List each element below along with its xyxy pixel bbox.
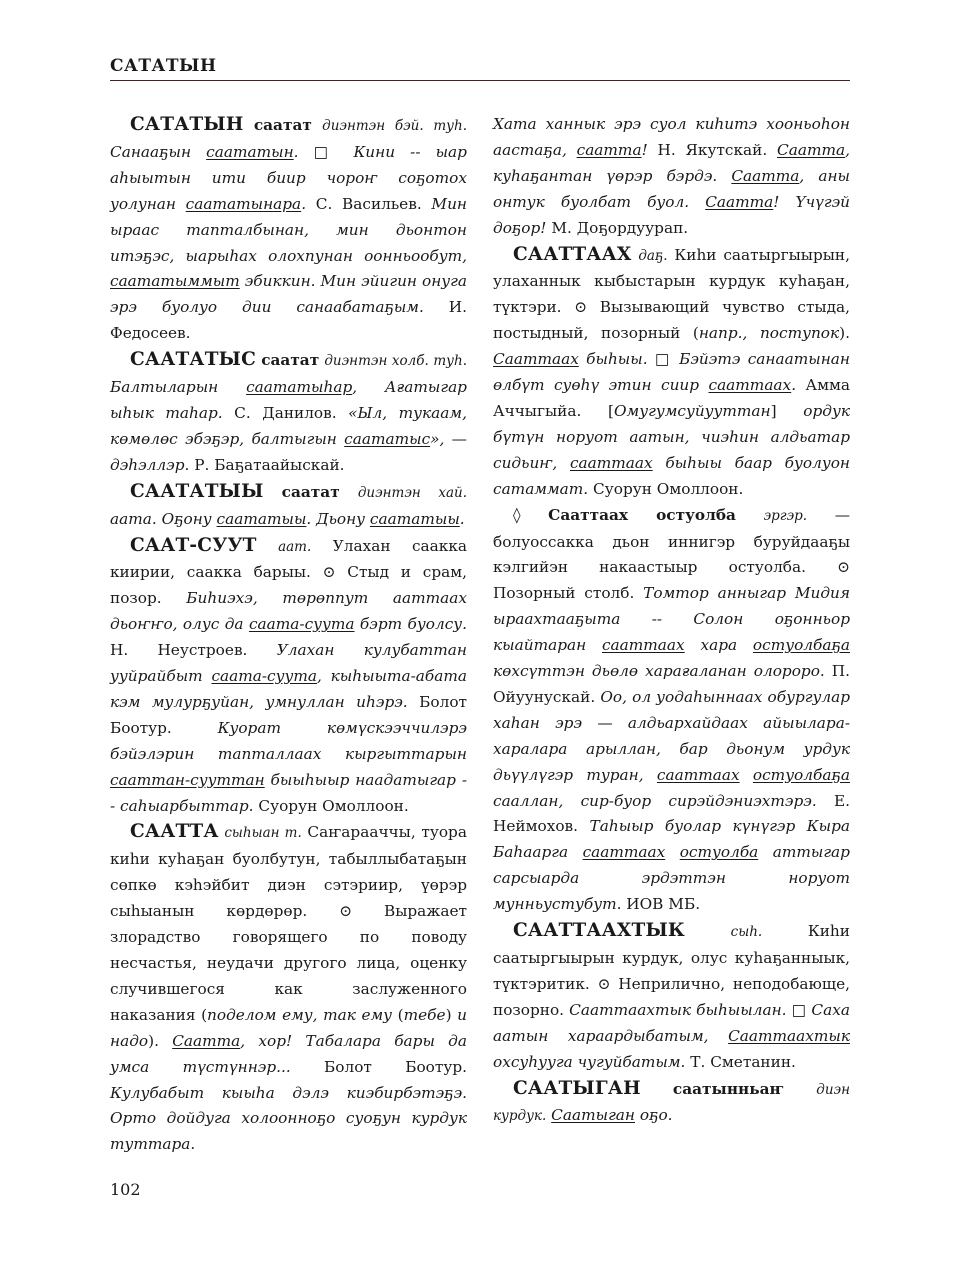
example-text: хара	[684, 636, 753, 655]
entry-text	[736, 506, 764, 524]
example-text: «Ыл, тукаам, көмөлөс эбэҕэр, балтыгын	[110, 403, 467, 448]
entry-text	[312, 116, 322, 134]
headword: СААТ-СУУТ	[130, 534, 257, 556]
example-text: дэһэллэр.	[110, 455, 190, 474]
example-text	[740, 766, 753, 784]
entry-text: □	[298, 142, 354, 161]
entry-text	[340, 483, 358, 501]
example-text: Кулубабыт кыыһа дэлэ киэбирбэтэҕэ. Орто дойдуга холоонноҕо суоҕун курдук туттара.	[110, 1083, 467, 1154]
example-text: Саха аатын хараардыбатым,	[493, 1000, 850, 1045]
entry-text: Р. Баҕатаайыскай.	[189, 455, 345, 474]
entry-text	[641, 1080, 673, 1098]
example-text: Мин ыраас тапталбынан, мин дьонтон итэҕэс, ыарыһах олохпунан оонньообут,	[110, 194, 467, 265]
entry-text: С. Данилов.	[222, 403, 349, 422]
example-text: сааллан, сир-буор сирэйдэниэхтэрэ.	[493, 791, 817, 810]
grammar-label: диэнтэн бэй. туһ.	[322, 118, 467, 134]
example-text	[665, 843, 679, 861]
underlined-example: Сааттаах	[493, 350, 579, 369]
bold-term: саатат	[281, 482, 340, 501]
grammar-label: сыһ.	[730, 924, 763, 941]
entry-continuation	[493, 112, 850, 242]
entry-text: ).	[839, 324, 851, 343]
underlined-example: сааттаах	[601, 636, 685, 655]
entry-text: М. Доҕордуурап.	[546, 218, 689, 237]
dictionary-entry	[493, 242, 850, 503]
underlined-example: сааттаах	[656, 765, 740, 784]
example-text: , аны онтук буолбат буол.	[493, 166, 850, 211]
entry-text: Н. Якутскай.	[647, 140, 778, 159]
underlined-example: саататыы	[216, 509, 307, 528]
dictionary-entry	[110, 533, 467, 820]
entry-text: Е. Неймохов.	[493, 791, 850, 836]
example-text: »,	[430, 429, 445, 448]
bold-term: Сааттаах остуолба	[548, 505, 736, 524]
example-text: бэрт буолсу.	[354, 615, 467, 634]
entry-text: Суорун Омоллоон.	[253, 796, 409, 815]
entry-text: ]	[770, 401, 804, 420]
example-text: Хата ханнык эрэ суол киһитэ хооньоһон аастаҕа,	[493, 115, 850, 159]
underlined-example: саататыһар	[246, 378, 353, 397]
entry-text: ИОВ МБ.	[621, 895, 701, 914]
grammar-label: аат.	[278, 538, 312, 555]
example-text: охсуһууга чугуйбатым.	[493, 1052, 686, 1071]
dictionary-entry	[110, 479, 467, 533]
example-text: Сааттаахтык быһыылан.	[569, 1000, 787, 1019]
entry-text	[784, 1080, 816, 1098]
header-rule	[110, 80, 850, 81]
page-number: 102	[110, 1180, 141, 1199]
entry-text: Болот Боотур.	[290, 1057, 467, 1076]
example-text: поделом ему, так ему	[207, 1005, 393, 1024]
entry-text: С. Васильев.	[306, 194, 432, 213]
underlined-example: сааттаах	[708, 376, 792, 395]
example-text: быһыы баар буолуон сатаммат.	[493, 453, 850, 498]
dictionary-entry	[110, 347, 467, 479]
grammar-label: диэнтэн хай.	[357, 484, 467, 501]
dictionary-entry	[110, 112, 467, 347]
example-text: Омугумсуйууттан	[614, 401, 771, 420]
example-text: Кини -- ыар аһыытын ити биир чороҥ соҕотох уолунан	[110, 142, 467, 213]
underlined-example: саататынара	[185, 194, 302, 213]
dictionary-entry	[493, 918, 850, 1075]
entry-text	[244, 116, 254, 134]
entry-text: П. Ойуунускай.	[493, 662, 850, 706]
underlined-example: остуолбаҕа	[752, 636, 850, 655]
example-text: аттыгар сарсыарда эрдэттэн норуот мунньустубут.	[493, 843, 850, 914]
underlined-example: остуолбаҕа	[752, 765, 850, 784]
headword: СААТТА	[130, 821, 219, 843]
underlined-example: Саатта	[777, 140, 846, 159]
example-text: оҕо.	[635, 1106, 673, 1125]
example-text: быыһыыр наадатыгар -- саһыарбыттар.	[110, 770, 467, 815]
entry-text: — болуоссакка дьон иннигэр буруйдааҕы кэлгийэн накаастыыр остуолба. ⊙ Позорный столб.	[493, 505, 850, 603]
example-text: , куһаҕантан үөрэр бэрдэ.	[493, 140, 850, 185]
underlined-example: саататыммыт	[110, 272, 240, 291]
headword: СААТАТЫЫ	[130, 480, 264, 502]
example-text: Куорат көмүскээччилэрэ бэйэлэрин тапталлаах кыргыттарын	[110, 718, 467, 763]
underlined-example: сааттаах	[582, 843, 666, 862]
right-column	[493, 112, 850, 1130]
left-column	[110, 112, 467, 1158]
underlined-example: сааттаах	[569, 453, 653, 472]
example-text: тебе	[403, 1005, 446, 1024]
example-text: Санааҕын	[110, 142, 207, 161]
bold-term: саатат	[261, 351, 320, 370]
grammar-label: даҕ.	[638, 247, 668, 264]
example-text: аата. Оҕону	[110, 509, 217, 528]
entry-text: ).	[148, 1031, 173, 1050]
entry-text: (	[392, 1005, 404, 1024]
entry-text: Киһи саатыргыырын курдук, олус куһаҕанныык, түктэритик. ⊙ Неприлично, неподобающе, позорно.	[493, 922, 850, 1019]
bold-term: саатынньаҥ	[672, 1079, 785, 1098]
entry-text: Болот Боотур.	[110, 692, 468, 737]
underlined-example: Саатта	[731, 166, 800, 185]
example-text: ордук бүтүн норуот аатын, чиэһин алдьатар сидьиҥ,	[493, 401, 850, 472]
entry-text: —	[444, 429, 467, 448]
underlined-example: саатта	[576, 140, 642, 159]
example-text: , хор! Табалара бары да умса түстүннэр...	[110, 1031, 467, 1076]
example-text: напр., поступок	[698, 324, 840, 343]
example-text: и надо	[110, 1005, 467, 1050]
dictionary-entry	[493, 503, 850, 919]
example-text: ! Үчүгэй доҕор!	[493, 192, 850, 237]
grammar-label: эргэр.	[763, 507, 808, 524]
underlined-example: саататыы	[369, 509, 460, 528]
underlined-example: Сааттаахтык	[728, 1026, 850, 1045]
entry-text	[257, 537, 278, 555]
example-text: .	[301, 194, 307, 213]
entry-text: Амма Аччыгыйа. [	[493, 376, 850, 420]
entry-text: Суорун Омоллоон.	[588, 479, 744, 498]
example-text: Бэйэтэ санаатынан өлбүт суөһү этин сиир	[493, 350, 850, 395]
example-text: Оо, ол уодаһыннаах обургулар хаһан эрэ — алдьархайдаах айыылара-харалара арыллан, бар дьонум урдук дьүүлүгэр туран,	[493, 687, 851, 784]
entry-text: Саҥарааччы, туора киһи куһаҕан буолбутун, табыллыбатаҕын сөпкө кэһэйбит диэн сэтэриир, үөрэр сыһыанын көрдөрөр. ⊙ Выражает злорадство говорящего по поводу несчастья, неудачи другого лица, оценку случившегося как заслуженного наказания (	[110, 823, 467, 1024]
example-text: Томтор анныгар Мидия ыраахтааҕыта -- Солон оҕонньор кыайтаран	[493, 584, 851, 655]
headword: СААТТААХТЫК	[513, 920, 685, 942]
underlined-example: саататын	[206, 142, 294, 161]
entry-text: □	[786, 1000, 812, 1019]
example-text: эбиккин. Мин эйигин онуга эрэ буолуо дии санаабатаҕым.	[110, 272, 467, 317]
entry-text: ◊	[513, 505, 549, 524]
example-text: , кыһыыта-абата кэм мулурҕуйан, умнуллан иһэрэ.	[110, 667, 467, 711]
dictionary-entry	[110, 819, 467, 1158]
example-text: Таһыыр буолар күнүгэр Кыра Баһаарга	[493, 817, 851, 862]
headword: СААТАТЫС	[130, 349, 257, 371]
underlined-example: остуолба	[679, 843, 759, 862]
example-text: быһыы.	[578, 350, 648, 369]
underlined-example: Саатта	[705, 192, 774, 211]
entry-text: И. Федосеев.	[110, 298, 467, 343]
example-text: көхсүттэн дьөлө харағаланан олороро.	[493, 662, 825, 681]
headword: СААТТААХ	[513, 243, 632, 265]
entry-text: Н. Неустроев.	[110, 641, 277, 660]
grammar-label: диэн курдук.	[493, 1081, 850, 1125]
entry-text: □	[647, 350, 680, 369]
entry-text: )	[445, 1005, 458, 1024]
dictionary-entry	[493, 1076, 850, 1131]
example-text: !	[641, 140, 648, 159]
example-text: , Ағатыгар ыһык таһар.	[110, 378, 467, 422]
example-text: .	[459, 509, 465, 528]
headword: СААТЫГАН	[513, 1077, 641, 1099]
underlined-example: Саатыган	[551, 1106, 635, 1125]
entry-text: Улахан саакка киирии, саакка барыы. ⊙ Стыд и срам, позор.	[110, 536, 467, 608]
underlined-example: Саатта	[172, 1031, 241, 1050]
entry-text	[685, 922, 731, 940]
underlined-example: саататыс	[344, 429, 431, 448]
entry-text: Т. Сметанин.	[685, 1052, 796, 1071]
entry-text: Киһи саатыргыырын, улаханнык кыбыстарын курдук куһаҕан, түктэри. ⊙ Вызывающий чувство стыда, постыдный, позорный (	[493, 245, 850, 343]
grammar-label: диэнтэн холб. туһ.	[324, 353, 467, 370]
bold-term: саатат	[253, 116, 312, 134]
grammar-label: сыһыан т.	[224, 825, 302, 842]
underlined-example: саата-суута	[211, 667, 317, 686]
underlined-example: сааттан-сууттан	[110, 770, 265, 789]
example-text: Улахан кулубаттан ууйрайбыт	[110, 641, 467, 686]
running-head: САТАТЫН	[110, 56, 217, 76]
example-text: Балтыларын	[110, 378, 247, 397]
example-text: . Дьону	[306, 509, 370, 528]
entry-text	[264, 483, 282, 501]
headword: САТАТЫН	[130, 114, 244, 135]
example-text: .	[293, 142, 299, 161]
example-text: .	[791, 376, 797, 395]
underlined-example: саата-суута	[248, 615, 355, 634]
example-text: Биһиэхэ, төрөппут ааттаах дьоҥҥо, олус да	[110, 589, 467, 634]
